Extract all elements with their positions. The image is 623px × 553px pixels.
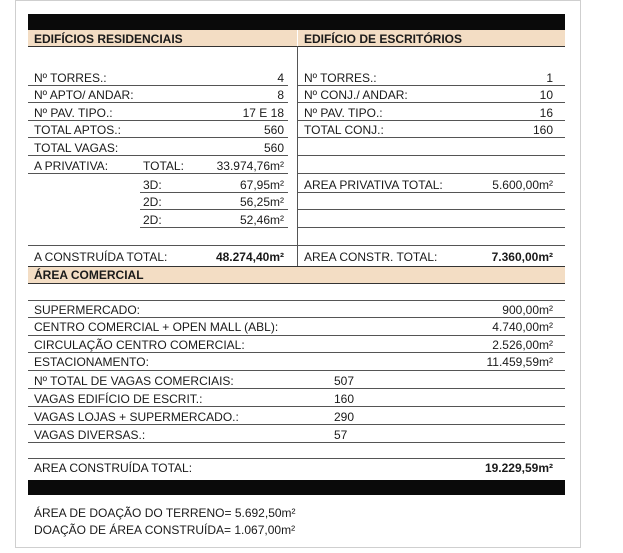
com-construida-label: AREA CONSTRUÍDA TOTAL: [34, 461, 193, 475]
com-vagas-label: VAGAS LOJAS + SUPERMERCADO.: [34, 410, 239, 424]
row-rule [298, 120, 565, 121]
com-vagas-value: 160 [334, 392, 355, 406]
row-rule [298, 209, 565, 210]
res-row-label: Nº APTO/ ANDAR: [34, 88, 134, 102]
row-rule [140, 227, 288, 228]
row-rule [28, 120, 288, 121]
res-tipologia-value: 56,25m² [239, 195, 284, 209]
row-rule [298, 192, 565, 193]
esc-privativa-value: 5.600,00m² [492, 178, 553, 192]
row-rule [28, 317, 565, 318]
row-rule [298, 173, 565, 174]
res-tipologia-label: 2D: [143, 195, 162, 209]
row-rule [140, 192, 288, 193]
doacao-terreno: ÁREA DE DOAÇÃO DO TERRENO= 5.692,50m² [34, 506, 296, 520]
res-privativa-total-label: TOTAL: [143, 159, 184, 173]
esc-row-value: 16 [539, 106, 553, 120]
esc-row-value: 160 [532, 123, 553, 137]
row-rule [28, 155, 288, 156]
res-tipologia-label: 2D: [143, 213, 162, 227]
bottom-bar [28, 480, 565, 495]
row-rule [28, 300, 565, 301]
esc-construida-label: AREA CONSTR. TOTAL: [304, 250, 438, 264]
row-rule [28, 370, 565, 371]
comercial-title: ÁREA COMERCIAL [34, 268, 144, 282]
res-row-label: TOTAL APTOS.: [34, 123, 121, 137]
res-construida-label: A CONSTRUÍDA TOTAL: [34, 250, 168, 264]
top-bar [28, 14, 565, 30]
row-rule [28, 424, 565, 425]
row-rule [28, 102, 288, 103]
esc-construida-value: 7.360,00m² [491, 250, 553, 264]
com-area-label: CENTRO COMERCIAL + OPEN MALL (ABL): [34, 320, 279, 334]
res-row-value: 17 E 18 [242, 106, 284, 120]
com-area-value: 900,00m² [502, 303, 553, 317]
com-vagas-value: 57 [334, 428, 348, 442]
row-rule [28, 85, 288, 86]
com-vagas-value: 290 [334, 410, 355, 424]
row-rule [298, 85, 565, 86]
res-row-label: Nº PAV. TIPO.: [34, 106, 113, 120]
column-divider [297, 46, 298, 266]
res-tipologia-label: 3D: [143, 178, 162, 192]
row-rule [28, 245, 565, 246]
esc-row-label: Nº TORRES.: [304, 71, 377, 85]
esc-privativa-label: AREA PRIVATIVA TOTAL: [304, 178, 443, 192]
res-row-label: TOTAL VAGAS: [34, 141, 119, 155]
row-rule [28, 335, 565, 336]
res-row-value: 560 [263, 141, 284, 155]
row-rule [28, 458, 565, 459]
escritorios-title: EDIFÍCIO DE ESCRITÓRIOS [304, 32, 463, 46]
residencial-title: EDIFÍCIOS RESIDENCIAIS [34, 32, 183, 46]
row-rule [28, 388, 565, 389]
res-tipologia-value: 67,95m² [239, 178, 284, 192]
com-vagas-label: Nº TOTAL DE VAGAS COMERCIAIS: [34, 374, 234, 388]
row-rule [298, 137, 565, 138]
com-area-label: ESTACIONAMENTO: [34, 355, 149, 369]
res-row-value: 8 [277, 88, 284, 102]
res-row-label: Nº TORRES.: [34, 71, 107, 85]
row-rule [140, 209, 288, 210]
row-rule [28, 173, 288, 174]
row-rule [28, 406, 565, 407]
com-area-value: 4.740,00m² [492, 320, 553, 334]
com-area-value: 2.526,00m² [492, 338, 553, 352]
row-rule [28, 352, 565, 353]
res-row-value: 4 [277, 71, 284, 85]
com-area-label: CIRCULAÇÃO CENTRO COMERCIAL: [34, 338, 245, 352]
esc-row-value: 1 [546, 71, 553, 85]
com-construida-value: 19.229,59m² [484, 461, 553, 475]
esc-row-label: Nº CONJ./ ANDAR: [304, 88, 408, 102]
row-rule [28, 137, 288, 138]
com-vagas-label: VAGAS DIVERSAS.: [34, 428, 146, 442]
esc-row-label: Nº PAV. TIPO.: [304, 106, 383, 120]
esc-row-value: 10 [539, 88, 553, 102]
row-rule [28, 442, 565, 443]
doacao-construida: DOAÇÃO DE ÁREA CONSTRUÍDA= 1.067,00m² [34, 523, 296, 537]
com-area-label: SUPERMERCADO: [34, 303, 141, 317]
res-row-value: 560 [263, 123, 284, 137]
res-tipologia-value: 52,46m² [239, 213, 284, 227]
row-rule [298, 102, 565, 103]
row-rule [298, 227, 565, 228]
com-area-value: 11.459,59m² [486, 355, 553, 369]
res-construida-value: 48.274,40m² [215, 250, 284, 264]
res-privativa-total-value: 33.974,76m² [216, 159, 284, 173]
res-privativa-label: A PRIVATIVA: [34, 159, 109, 173]
esc-row-label: TOTAL CONJ.: [304, 123, 384, 137]
com-vagas-value: 507 [334, 374, 355, 388]
row-rule [298, 155, 565, 156]
com-vagas-label: VAGAS EDIFÍCIO DE ESCRIT.: [34, 392, 203, 406]
